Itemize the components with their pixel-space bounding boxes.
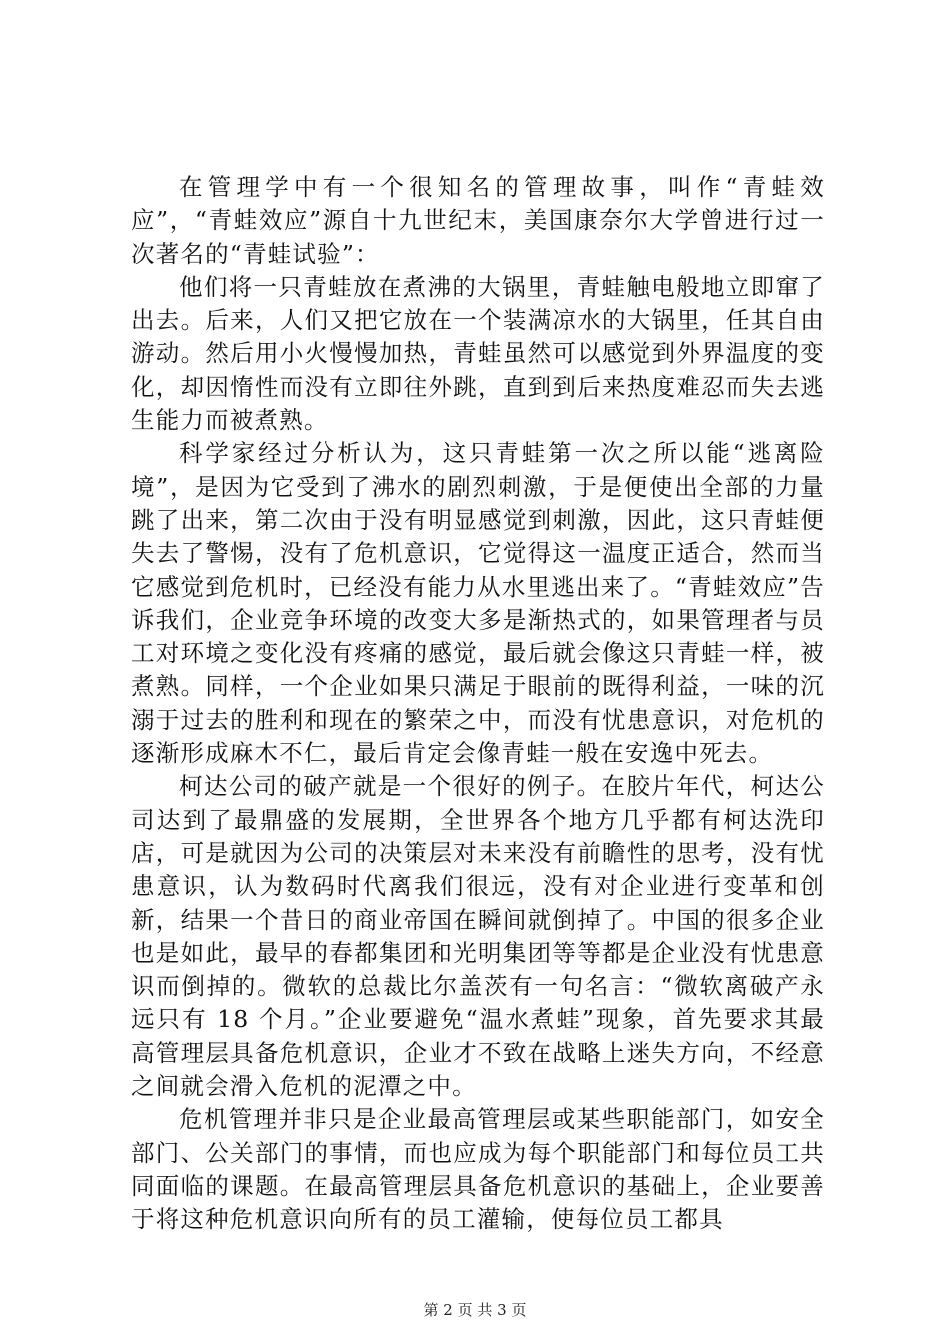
paragraph-frog-experiment: 他们将一只青蛙放在煮沸的大锅里，青蛙触电般地立即窜了出去。后来，人们又把它放在一个装满凉水的大锅里，任其自由游动。然后用小火慢慢加热，青蛙虽然可以感觉到外界温度的变化，却因惰性而没有立即往外跳，直到到后来热度难忍而失去逃生能力而被煮熟。 [131, 272, 825, 435]
page-footer: 第 2 页 共 3 页 [423, 1301, 527, 1319]
paragraph-scientist-analysis: 科学家经过分析认为，这只青蛙第一次之所以能“逃离险境”，是因为它受到了沸水的剧烈刺激，于是便使出全部的力量跳了出来，第二次由于没有明显感觉到刺激，因此，这只青蛙便失去了警惕，没有了危机意识，它觉得这一温度正适合，然而当它感觉到危机时，已经没有能力从水里逃出来了。“青蛙效应”告诉我们，企业竞争环境的改变大多是渐热式的，如果管理者与员工对环境之变化没有疼痛的感觉，最后就会像这只青蛙一样，被煮熟。同样，一个企业如果只满足于眼前的既得利益，一味的沉溺于过去的胜利和现在的繁荣之中，而没有忧患意识，对危机的逐渐形成麻木不仁，最后肯定会像青蛙一般在安逸中死去。 [131, 439, 825, 768]
paragraph-crisis-management: 危机管理并非只是企业最高管理层或某些职能部门，如安全部门、公关部门的事情，而也应成为每个职能部门和每位员工共同面临的课题。在最高管理层具备危机意识的基础上，企业要善于将这种危机意识向所有的员工灌输，使每位员工都具 [131, 1105, 825, 1234]
document-body [131, 171, 825, 1237]
paragraph-frog-effect-intro: 在管理学中有一个很知名的管理故事，叫作“青蛙效应”，“青蛙效应”源自十九世纪末，美国康奈尔大学曾进行过一次著名的“青蛙试验”： [131, 173, 825, 268]
paragraph-kodak-example: 柯达公司的破产就是一个很好的例子。在胶片年代，柯达公司达到了最鼎盛的发展期，全世界各个地方几乎都有柯达洗印店，可是就因为公司的决策层对未来没有前瞻性的思考，没有忧患意识，认为数码时代离我们很远，没有对企业进行变革和创新，结果一个昔日的商业帝国在瞬间就倒掉了。中国的很多企业也是如此，最早的春都集团和光明集团等等都是企业没有忧患意识而倒掉的。微软的总裁比尔盖茨有一句名言：“微软离破产永远只有 18 个月。”企业要避免“温水煮蛙”现象，首先要求其最高管理层具备危机意识，企业才不致在战略上迷失方向，不经意之间就会滑入危机的泥潭之中。 [131, 772, 825, 1101]
